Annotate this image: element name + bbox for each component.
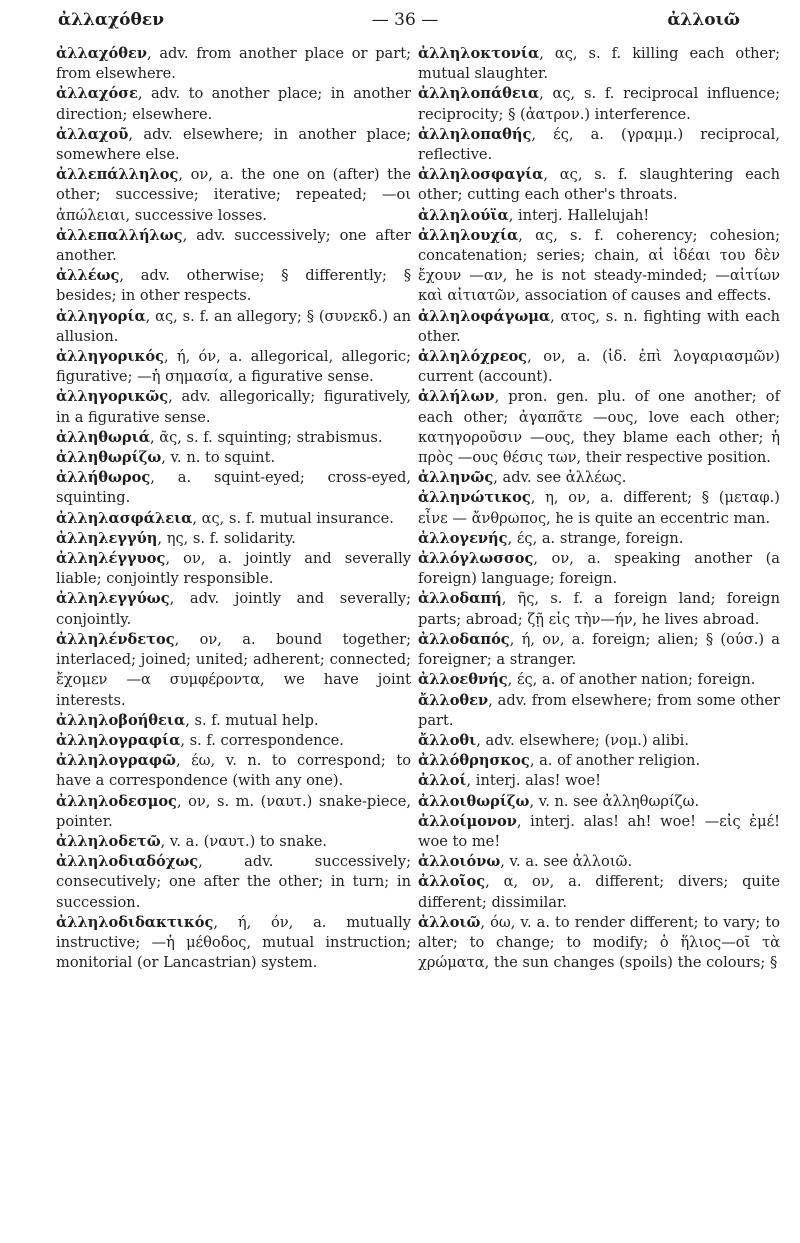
entry-headword: ἀλληλοπάθεια xyxy=(418,85,540,103)
entry-headword: ἀλλοιθωρίζω xyxy=(418,792,530,810)
entry-definition: , ές, a. strange, foreign. xyxy=(507,529,684,547)
entry-headword: ἀλλοίμονον xyxy=(418,812,517,830)
entry-definition: , ή, όν, a. mutually instructive; —ἡ μέθοδος, mutual instruction; monitorial (or Lancastrian) system. xyxy=(56,913,411,972)
entry-headword: ἀλληγορικός xyxy=(56,348,164,366)
entry-headword: ἀλληνώτικος xyxy=(418,489,531,507)
entry-definition: , α, ον, a. different; divers; quite different; dissimilar. xyxy=(418,873,780,911)
entry-definition: , ᾶς, s. f. squinting; strabismus. xyxy=(149,428,383,446)
entry-definition: , ές, a. of another nation; foreign. xyxy=(507,671,756,689)
entry-headword: ἀλλαχοῦ xyxy=(56,125,129,143)
dictionary-entry xyxy=(56,347,411,387)
dictionary-entry xyxy=(56,792,411,832)
entry-definition: , ον, a. the one on (after) the other; successive; iterative; repeated; —οι ἀπώλειαι, successive losses. xyxy=(56,166,411,224)
entry-headword: ἀλλοεθνής xyxy=(418,671,508,689)
dictionary-entry xyxy=(56,751,411,791)
dictionary-entry xyxy=(418,206,780,226)
entry-definition: , ας, s. f. coherency; cohesion; concatenation; series; chain, αἱ ἰδέαι του δὲν ἔχουν —αν, he is not steady-minded; —αἰτίων καὶ αἰτιατῶν, association of causes and effects. xyxy=(418,226,780,305)
dictionary-entry xyxy=(56,428,411,448)
entry-headword: ἀλληνῶς xyxy=(418,469,494,487)
dictionary-entry xyxy=(56,549,411,589)
left-column xyxy=(56,44,411,973)
entry-definition: , adv. otherwise; § differently; § besides; in other respects. xyxy=(56,267,411,305)
entry-headword: ἀλλήθωρος xyxy=(56,469,151,487)
dictionary-entry xyxy=(56,630,411,711)
dictionary-entry xyxy=(418,691,780,731)
entry-headword: ἀλλοδαπός xyxy=(418,630,510,648)
entry-definition: , έω, v. n. to correspond; to have a correspondence (with any one). xyxy=(56,752,411,790)
entry-headword: ἀλλόθρησκος xyxy=(418,752,530,770)
entry-headword: ἀλλεπαλλήλως xyxy=(56,226,183,244)
dictionary-entry xyxy=(418,872,780,912)
dictionary-entry xyxy=(418,488,780,528)
entry-headword: ἀλληλοδιαδόχως xyxy=(56,853,199,871)
entry-headword: ἀλλοιῶ xyxy=(418,913,481,931)
entry-headword: ἀλλοδαπή xyxy=(418,590,502,608)
dictionary-entry xyxy=(56,226,411,266)
dictionary-entry xyxy=(56,852,411,913)
dictionary-entry xyxy=(56,509,411,529)
entry-headword: ἀλληλοδετῶ xyxy=(56,832,161,850)
right-column xyxy=(418,44,780,973)
entry-definition: , ῆς, s. f. a foreign land; foreign parts; abroad; ζῇ εἰς τὴν—ήν, he lives abroad. xyxy=(418,590,780,628)
entry-headword: ἀλληλοφάγωμα xyxy=(418,307,551,325)
entry-definition: , a. squint-eyed; cross-eyed, squinting. xyxy=(56,469,411,507)
entry-headword: ἀλληγορικῶς xyxy=(56,388,169,406)
entry-headword: ἀλλοῖος xyxy=(418,873,486,891)
dictionary-entry xyxy=(56,913,411,974)
entry-definition: , adv. jointly and severally; conjointly. xyxy=(56,590,411,628)
entry-headword: ἀλληθωρίζω xyxy=(56,449,162,467)
entry-definition: , ον, s. m. (ναυτ.) snake-piece, pointer. xyxy=(56,792,411,830)
page-header xyxy=(40,10,770,32)
entry-headword: ἀλλοιόνω xyxy=(418,853,501,871)
entry-headword: ἀλληλασφάλεια xyxy=(56,509,193,527)
dictionary-entry xyxy=(418,549,780,589)
dictionary-entry xyxy=(56,589,411,629)
entry-definition: , ας, s. f. slaughtering each other; cutting each other's throats. xyxy=(418,166,780,204)
entry-definition: , interj. alas! ah! woe! —εἰς ἐμέ! woe to me! xyxy=(418,812,780,850)
dictionary-entry xyxy=(418,387,780,468)
entry-definition: , adv. successively; one after another. xyxy=(56,226,411,265)
entry-headword: ἀλλαχόθεν xyxy=(56,45,147,62)
dictionary-entry xyxy=(56,731,411,751)
entry-headword: ἀλλοί xyxy=(418,772,467,790)
entry-headword: ἄλλοθεν xyxy=(418,691,489,709)
dictionary-entry xyxy=(418,589,780,629)
entry-definition: , ον, a. speaking another (a foreign) language; foreign. xyxy=(418,550,780,588)
entry-definition: , adv. from another place or part; from elsewhere. xyxy=(56,45,411,83)
entry-definition: , interj. alas! woe! xyxy=(466,772,601,790)
dictionary-entry xyxy=(418,812,780,852)
entry-headword: ἀλληλένδετος xyxy=(56,630,175,648)
dictionary-entry xyxy=(418,731,780,751)
dictionary-entry xyxy=(56,468,411,508)
dictionary-entry xyxy=(418,670,780,690)
entry-definition: , ον, a. bound together; interlaced; joined; united; adherent; connected; ἔχομεν —α συμφέροντα, we have joint interests. xyxy=(56,630,411,709)
entry-definition: , interj. Hallelujah! xyxy=(508,206,650,224)
entry-headword: ἀλληλοβοήθεια xyxy=(56,711,186,729)
entry-headword: ἀλληλογραφία xyxy=(56,731,181,749)
entry-definition: , adv. elsewhere; (νομ.) alibi. xyxy=(476,731,689,749)
entry-headword: ἀλληθωριά xyxy=(56,428,150,446)
dictionary-entry xyxy=(418,913,780,974)
entry-definition: , ον, a. jointly and severally liable; conjointly responsible. xyxy=(56,550,411,588)
entry-definition: , a. of another religion. xyxy=(529,752,701,770)
dictionary-entry xyxy=(56,387,411,427)
dictionary-entry xyxy=(56,84,411,124)
entry-headword: ἀλληλοκτονία xyxy=(418,45,540,62)
entry-headword: ἀλλήλων xyxy=(418,388,495,406)
entry-headword: ἀλληγορία xyxy=(56,307,146,325)
entry-headword: ἄλλοθι xyxy=(418,731,477,749)
entry-definition: , s. f. correspondence. xyxy=(180,731,344,749)
entry-definition: , v. n. see ἀλληθωρίζω. xyxy=(529,792,700,810)
entry-headword: ἀλληλοσφαγία xyxy=(418,166,544,184)
entry-definition: , ας, s. f. killing each other; mutual slaughter. xyxy=(418,45,780,83)
entry-headword: ἀλληλούϊα xyxy=(418,206,509,224)
dictionary-entry xyxy=(418,84,780,124)
dictionary-entry xyxy=(56,44,411,84)
entry-definition: , v. a. see ἀλλοιῶ. xyxy=(500,853,633,871)
dictionary-entry xyxy=(56,832,411,852)
dictionary-entry xyxy=(418,307,780,347)
entry-definition: , s. f. mutual help. xyxy=(185,711,319,729)
entry-headword: ἀλλεπάλληλος xyxy=(56,166,179,184)
dictionary-entry xyxy=(56,307,411,347)
entry-headword: ἀλληλοπαθής xyxy=(418,125,532,143)
entry-definition: , adv. successively; consecutively; one after the other; in turn; in succession. xyxy=(56,853,411,911)
dictionary-entry xyxy=(56,125,411,165)
dictionary-entry xyxy=(418,792,780,812)
entry-definition: , ας, s. f. an allegory; § (συνεκδ.) an allusion. xyxy=(56,307,411,345)
entry-headword: ἀλληλογραφῶ xyxy=(56,752,176,770)
entry-definition: , adv. elsewhere; in another place; somewhere else. xyxy=(56,125,411,164)
dictionary-entry xyxy=(56,711,411,731)
dictionary-entry xyxy=(418,529,780,549)
entry-headword: ἀλλογενής xyxy=(418,529,508,547)
entry-headword: ἀλληλουχία xyxy=(418,226,519,244)
header-guide-word-right: ἀλλοιῶ xyxy=(667,10,740,30)
dictionary-entry xyxy=(418,347,780,387)
entry-definition: , η, ον, a. different; § (μεταφ.) εἶνε — ἄνθρωπος, he is quite an eccentric man. xyxy=(418,489,780,527)
entry-headword: ἀλλαχόσε xyxy=(56,85,138,103)
entry-headword: ἀλλέως xyxy=(56,267,120,285)
entry-definition: , adv. see ἀλλέως. xyxy=(493,469,627,487)
dictionary-entry xyxy=(418,226,780,307)
dictionary-entry xyxy=(418,771,780,791)
dictionary-entry xyxy=(418,468,780,488)
entry-headword: ἀλληλοδιδακτικός xyxy=(56,913,214,931)
entry-definition: , adv. to another place; in another direction; elsewhere. xyxy=(56,85,411,123)
entry-definition: , adv. from elsewhere; from some other part. xyxy=(418,691,780,729)
dictionary-entry xyxy=(418,852,780,872)
header-guide-word-left: ἀλλαχόθεν xyxy=(58,10,164,30)
entry-definition: , ον, a. (ἰδ. ἐπὶ λογαριασμῶν) current (account). xyxy=(418,348,780,386)
dictionary-entry xyxy=(56,448,411,468)
entry-definition: , adv. allegorically; figuratively, in a figurative sense. xyxy=(56,388,411,426)
dictionary-entry xyxy=(418,125,780,165)
entry-definition: , όω, v. a. to render different; to vary; to alter; to change; to modify; ὁ ἥλιος—οῖ τὰ χρώματα, the sun changes (spoils) the colours; § xyxy=(418,913,780,972)
entry-headword: ἀλληλεγγύη xyxy=(56,529,158,547)
entry-definition: , ας, s. f. mutual insurance. xyxy=(192,509,394,527)
entry-headword: ἀλληλεγγύως xyxy=(56,590,170,608)
entry-definition: , v. n. to squint. xyxy=(161,449,276,467)
entry-headword: ἀλλόγλωσσος xyxy=(418,550,534,568)
entry-definition: , ές, a. (γραμμ.) reciprocal, reflective. xyxy=(418,125,780,164)
dictionary-entry xyxy=(56,165,411,226)
dictionary-entry xyxy=(418,630,780,670)
dictionary-entry xyxy=(418,751,780,771)
entry-headword: ἀλληλέγγυος xyxy=(56,550,166,568)
entry-definition: , pron. gen. plu. of one another; of each other; ἀγαπᾶτε —ους, love each other; κατηγοροῦσιν —ους, they blame each other; ἡ πρὸς —ους θέσις των, their respective position. xyxy=(418,388,780,467)
dictionary-entry xyxy=(56,529,411,549)
entry-definition: , ή, ον, a. foreign; alien; § (ούσ.) a foreigner; a stranger. xyxy=(418,630,780,669)
entry-definition: , ας, s. f. reciprocal influence; reciprocity; § (ἀατρον.) interference. xyxy=(418,85,780,123)
entry-definition: , ατος, s. n. fighting with each other. xyxy=(418,307,780,345)
entry-definition: , ή, όν, a. allegorical, allegoric; figurative; —ἡ σημασία, a figurative sense. xyxy=(56,348,411,386)
entry-headword: ἀλληλοδεσμος xyxy=(56,792,177,810)
dictionary-entry xyxy=(418,44,780,84)
dictionary-entry xyxy=(418,165,780,205)
entry-headword: ἀλληλόχρεος xyxy=(418,348,528,366)
entry-definition: , v. a. (ναυτ.) to snake. xyxy=(160,832,327,850)
entry-definition: , ης, s. f. solidarity. xyxy=(157,529,296,547)
page-number: — 36 — xyxy=(371,10,439,30)
dictionary-entry xyxy=(56,266,411,306)
